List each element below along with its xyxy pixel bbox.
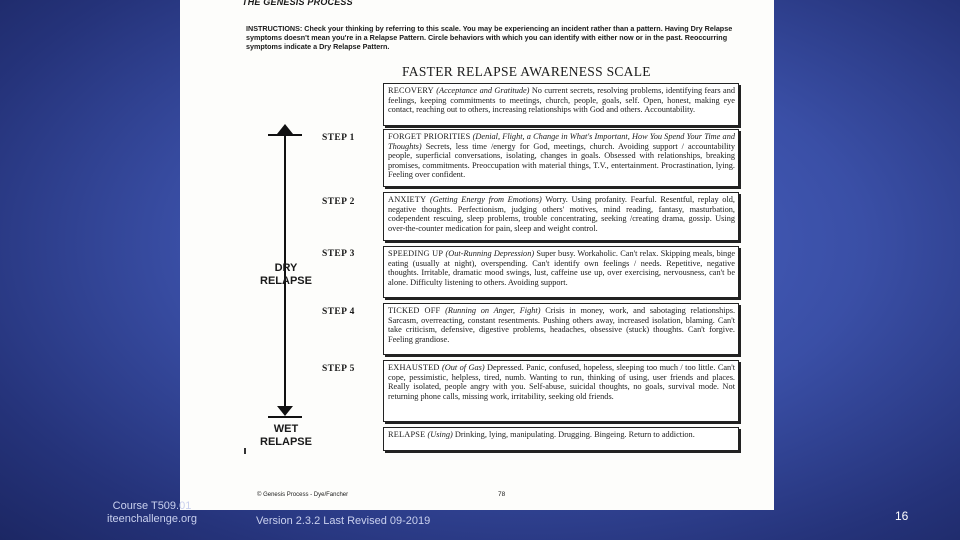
- wet-relapse-label: WET RELAPSE: [260, 423, 312, 448]
- step-4-label: STEP 4: [322, 307, 355, 317]
- arrow-up-icon: [277, 124, 293, 134]
- step-5-label: STEP 5: [322, 364, 355, 374]
- course-info: [96, 500, 208, 526]
- slide-page-number: 16: [895, 509, 909, 523]
- scale-bottom-bar: [268, 416, 302, 418]
- step-2-label: STEP 2: [322, 197, 355, 207]
- stage-box-anxiety: ANXIETY (Getting Energy from Emotions) Worry. Using profanity. Fearful. Resentful, replay old, negative thoughts. Perfectionism, judging others' motives, mind reading, fantasy, masturbation, codependent rescuing, sleep problems, trouble concentrating, seeking /creating drama, gossip. Using over-the-counter medication for pain, sleep and weight control.: [383, 192, 739, 241]
- stage-box-ticked-off: TICKED OFF (Running on Anger, Fight) Crisis in money, work, and sabotaging relationships. Sarcasm, overreacting, constant resentments. Pushing others away, increased isolation, blaming. Can't take criticism, defensive, digestive problems, headaches, obsessive (stuck) thoughts. Can't forgive. Feeling grandiose.: [383, 303, 739, 355]
- document-footer: © Genesis Process - Dye/Fancher: [257, 492, 349, 498]
- stage-box-recovery: RECOVERY (Acceptance and Gratitude) No current secrets, resolving problems, identifying fears and feelings, keeping commitments to meetings, church, people, goals, self. Open, honest, making eye contact, reaching out to others, increasing relationships with God and others. Accountability.: [383, 83, 739, 126]
- site-url: iteenchallenge.org: [107, 513, 197, 525]
- stage-box-exhausted: EXHAUSTED (Out of Gas) Depressed. Panic, confused, hopeless, sleeping too much / too little. Can't cope, pessimistic, helpless, tired, numb. Wanting to run, thinking of using, user friends and places. Really isolated, people angry with you. Self-abuse, suicidal thoughts, no goals, survival mode. Not returning phone calls, missing work, irritability, seeking old friends.: [383, 360, 739, 422]
- step-1-label: STEP 1: [322, 133, 355, 143]
- scan-mark: [244, 448, 246, 454]
- arrow-down-icon: [277, 406, 293, 416]
- document-page-number: 78: [498, 491, 506, 498]
- stage-box-speeding-up: SPEEDING UP (Out-Running Depression) Super busy. Workaholic. Can't relax. Skipping meals, binge eating (usually at night), overspending. Can't identify own feelings / needs. Repetitive, negative thoughts. Irritable, dramatic mood swings, lust, caffeine use up, over exercising, nervousness, can't be alone. Difficulty listening to others. Avoiding support.: [383, 246, 739, 298]
- course-code: Course T509.01: [112, 500, 192, 512]
- scanned-document: [180, 0, 774, 510]
- stage-box-relapse: RELAPSE (Using) Drinking, lying, manipulating. Drugging. Bingeing. Return to addiction.: [383, 427, 739, 451]
- step-3-label: STEP 3: [322, 249, 355, 259]
- dry-relapse-label: DRY RELAPSE: [260, 262, 312, 287]
- document-header: THE GENESIS PROCESS: [242, 0, 353, 7]
- stage-box-forget-priorities: FORGET PRIORITIES (Denial, Flight, a Change in What's Important, How You Spend Your Time and Thoughts) Secrets, less time /energy for God, meetings, church. Avoiding support / accountability people, superficial conversations, isolating, changes in goals. Obsessed with relationships, breaking promises, commitments. Preoccupation with material things, T.V., entertainment. Procrastination, lying. Feeling over confident.: [383, 129, 739, 187]
- instructions-text: INSTRUCTIONS: Check your thinking by referring to this scale. You may be experiencing an incident rather than a pattern. Having Dry Relapse symptoms doesn't mean you're in a Relapse Pattern. Circle behaviors with which you can identify with either now or in the past. Reoccurring symptoms indicate a Dry Relapse Pattern.: [246, 24, 733, 51]
- scale-title: FASTER RELAPSE AWARENESS SCALE: [402, 64, 651, 79]
- version-info: Version 2.3.2 Last Revised 09-2019: [256, 515, 431, 527]
